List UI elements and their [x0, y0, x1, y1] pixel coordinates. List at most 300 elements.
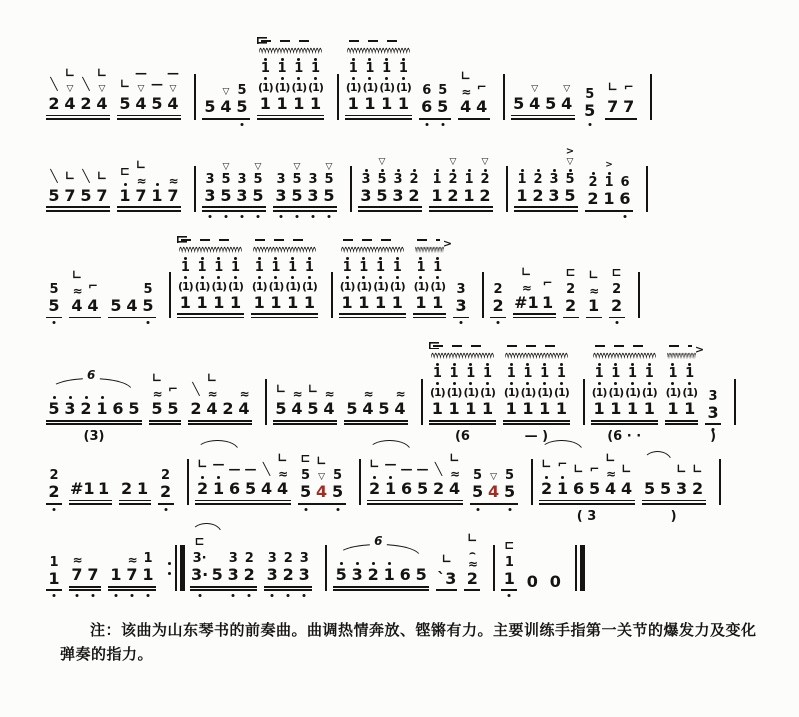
note-main: 5	[110, 295, 122, 315]
note-main: 1	[626, 399, 639, 419]
note-main: 4	[620, 479, 633, 498]
note-column	[194, 256, 211, 312]
note-group	[413, 256, 446, 312]
note-column	[381, 561, 397, 584]
ornament-mark-icon: ≈	[207, 387, 217, 402]
note-column	[435, 84, 451, 116]
note-main: 5	[151, 94, 163, 113]
octave-dot	[352, 77, 355, 80]
low-octave-dot	[615, 321, 618, 324]
ornament-mark-icon: ▽	[254, 161, 262, 172]
note-upper: 1	[517, 171, 527, 187]
measure-cell	[429, 157, 493, 212]
low-octave-dot	[271, 594, 274, 597]
tremolo-wavy-line	[505, 351, 568, 360]
note-column	[415, 463, 431, 498]
note-main: 1	[259, 94, 271, 113]
beam-line	[202, 118, 250, 120]
note-main: 1	[556, 479, 569, 498]
measure-cell	[665, 343, 705, 425]
ornament-mark-icon: ▽	[66, 84, 74, 94]
note-upper: 5	[473, 468, 483, 484]
note-column	[268, 256, 285, 312]
note-group	[609, 266, 625, 315]
note-main: 7	[135, 185, 147, 205]
note-main: 1	[588, 295, 600, 315]
barline	[169, 272, 171, 318]
beam-line	[117, 118, 181, 120]
note-upper: 3	[237, 171, 247, 187]
wavy-line-icon	[431, 351, 494, 360]
ornament-mark-icon: ▽	[318, 472, 325, 483]
accent-mark-icon: >	[565, 145, 575, 157]
note-group	[524, 573, 540, 591]
measure-cell	[119, 480, 151, 505]
barline	[359, 459, 361, 505]
note-column	[78, 395, 94, 418]
low-octave-dot	[476, 508, 479, 511]
duration-dashes	[669, 345, 692, 347]
octave-dot	[281, 77, 284, 80]
note-column	[69, 555, 85, 584]
note-middle: (1)	[641, 386, 657, 400]
octave-dot	[346, 276, 349, 279]
note-column	[280, 552, 296, 584]
note-column	[133, 67, 149, 113]
note-column	[392, 389, 408, 418]
note-main: 3	[707, 402, 719, 422]
measure-cell	[177, 239, 244, 319]
octave-dot	[436, 276, 439, 279]
note-upper: 2	[409, 171, 419, 187]
note-column	[536, 362, 553, 418]
note-upper: 1	[376, 259, 386, 275]
note-main: 2	[48, 482, 60, 502]
note-column	[344, 400, 360, 418]
note-main: 1	[97, 479, 110, 498]
barline	[503, 74, 505, 120]
note-upper: 1	[506, 366, 516, 382]
note-main: 5	[545, 94, 557, 113]
note-main: 3	[236, 185, 248, 205]
note-column	[94, 395, 110, 418]
barline	[350, 166, 352, 212]
tremolo-wavy-line	[593, 351, 656, 360]
low-octave-dot	[147, 594, 150, 597]
fingering-mark-icon: ∟	[369, 457, 380, 471]
note-upper: 2	[244, 551, 254, 567]
note-main: 2	[479, 185, 491, 205]
note-main: 3	[455, 295, 467, 315]
measure-cell	[46, 170, 110, 212]
barline	[325, 545, 327, 591]
low-octave-dot	[497, 321, 500, 324]
note-column	[234, 173, 250, 205]
slur-arc	[540, 440, 582, 451]
note-group	[591, 362, 658, 418]
note-column	[110, 400, 126, 418]
measure-cell	[501, 539, 517, 591]
low-octave-dot	[131, 594, 134, 597]
beam-line	[108, 317, 156, 319]
tremolo-wavy-line	[253, 245, 316, 254]
note-group	[665, 362, 698, 418]
fingering-mark-icon: ∟	[96, 66, 108, 80]
note-middle: (1)	[430, 386, 445, 400]
fingering-mark-icon: ∟	[607, 80, 618, 95]
note-main: 5	[48, 295, 60, 315]
note-group	[298, 452, 346, 501]
octave-dot	[385, 77, 388, 80]
note-column	[195, 458, 211, 498]
note-main: 5	[335, 565, 347, 585]
note-middle: (1)	[396, 81, 411, 94]
note-column	[290, 57, 307, 113]
note-group	[429, 157, 493, 205]
beam-line	[46, 503, 62, 505]
low-octave-dot	[508, 508, 511, 511]
measure-cell	[298, 452, 346, 504]
note-column	[78, 170, 94, 205]
note-main: 3	[307, 185, 319, 205]
note-upper: 1	[310, 61, 321, 76]
note-column	[273, 173, 289, 205]
measure-cell	[413, 236, 453, 319]
ornament-mark-icon: ≈	[168, 173, 178, 188]
note-group	[642, 463, 706, 498]
note-middle: (1)	[682, 386, 698, 400]
note-column	[177, 256, 194, 312]
fingering-mark-icon: —	[151, 77, 163, 91]
note-main: 4	[276, 479, 289, 498]
note-main: 5	[331, 482, 344, 502]
note-upper: 1	[304, 259, 314, 275]
note-middle: (1)	[178, 279, 193, 293]
note-main: 1	[142, 565, 154, 585]
low-octave-dot	[287, 594, 290, 597]
note-group	[513, 266, 556, 312]
note-main: 5	[307, 399, 319, 419]
note-main: 2	[447, 185, 459, 205]
note-main: 5	[503, 482, 516, 502]
note-upper: 1	[277, 61, 287, 76]
measure-cell	[46, 556, 62, 591]
note-main: 4	[238, 399, 250, 419]
measure-cell	[339, 239, 406, 319]
beam-line	[514, 206, 578, 208]
barline	[650, 74, 652, 120]
beam-line	[339, 317, 406, 319]
note-upper: 2	[49, 468, 59, 484]
note-upper: 5	[377, 171, 387, 187]
note-main: 1	[364, 94, 376, 113]
note-upper: 1	[348, 61, 358, 76]
note-main: 5	[119, 94, 131, 113]
note-upper: 3	[361, 171, 371, 187]
barline	[493, 545, 495, 591]
beam-line	[464, 589, 480, 591]
wavy-line-icon	[253, 245, 316, 254]
note-main: 4	[96, 94, 108, 113]
fingering-mark-icon: ⊏	[611, 264, 622, 279]
note-column	[62, 395, 78, 418]
note-main: 2	[466, 568, 478, 588]
ornament-mark-icon: ▽	[222, 87, 230, 98]
note-main: 2	[611, 295, 623, 315]
note-column	[94, 170, 110, 205]
note-group	[503, 362, 570, 418]
note-column	[94, 67, 110, 113]
measure-cell	[108, 283, 156, 318]
wavy-line-icon	[415, 245, 444, 254]
fingering-mark-icon: ∟	[64, 66, 76, 80]
measure-cell	[117, 159, 181, 212]
measure-cell	[563, 266, 579, 318]
note-column	[119, 480, 135, 498]
note-main: 4	[87, 295, 99, 315]
note-column	[530, 168, 546, 205]
tuplet-number: 6	[370, 535, 386, 547]
note-main: 5	[471, 482, 484, 502]
note-main: 2	[159, 482, 172, 502]
tremolo-wavy-line	[341, 245, 404, 254]
note-upper: 1	[288, 259, 298, 275]
note-main: 4	[64, 94, 76, 113]
note-middle: (1)	[379, 81, 395, 94]
ornament-mark-icon: ≈	[72, 283, 82, 298]
note-column	[383, 458, 399, 498]
note-middle: (1)	[480, 386, 495, 400]
beam-line	[511, 118, 575, 120]
beam-line	[511, 115, 575, 117]
note-group	[582, 88, 598, 120]
note-group	[705, 390, 721, 422]
duration-dashes	[261, 40, 318, 42]
note-upper: 2	[283, 551, 293, 567]
ornament-mark-icon: ≈	[589, 283, 599, 298]
note-main: 4	[220, 97, 232, 117]
note-middle: (1)	[308, 81, 323, 94]
note-column	[571, 463, 587, 498]
note-main: 1	[151, 185, 163, 205]
fingering-mark-icon: ∟	[467, 530, 478, 545]
note-main: 5	[643, 479, 656, 498]
note-upper: 3	[308, 171, 318, 187]
note-column	[474, 81, 490, 116]
beam-line	[69, 589, 101, 591]
duration-dashes	[349, 40, 406, 42]
note-main: 1	[229, 292, 242, 312]
note-main: 5	[291, 185, 303, 205]
note-main: 6	[400, 479, 413, 498]
note-column	[607, 362, 624, 418]
score-line-2	[46, 147, 769, 212]
fingering-mark-icon: ⌐	[589, 462, 600, 476]
measure-cell	[605, 81, 637, 119]
measure-cell	[46, 368, 142, 444]
measure-cell	[436, 553, 457, 591]
note-group	[429, 362, 496, 418]
note-main: 1	[96, 399, 108, 419]
note-main: #1	[70, 479, 95, 498]
note-main: 1	[465, 399, 477, 419]
note-column	[108, 566, 124, 584]
repeat-barline	[168, 545, 185, 591]
ornament-mark-icon: ▽	[325, 161, 333, 172]
duration-dashes	[255, 239, 312, 241]
note-column	[461, 168, 477, 205]
note-column	[585, 171, 601, 208]
note-column	[62, 170, 78, 205]
ornament-mark-icon: ≈	[278, 467, 288, 481]
note-main: 0	[549, 572, 561, 592]
note-column	[124, 555, 140, 584]
note-main: 5	[220, 185, 232, 205]
beam-line	[46, 589, 62, 591]
low-octave-dot	[425, 123, 428, 126]
note-main: 3	[360, 185, 372, 205]
note-upper: 3	[456, 281, 466, 297]
note-upper: 3	[205, 171, 215, 187]
measure-annotation: (3)	[83, 429, 105, 444]
note-column	[470, 469, 486, 501]
measure-cell	[642, 462, 706, 524]
note-middle: (1)	[446, 386, 462, 400]
note-column	[486, 472, 502, 501]
note-column	[117, 78, 133, 113]
beam-line	[195, 500, 291, 502]
note-main: 2	[532, 185, 544, 205]
note-upper: 5	[333, 468, 343, 484]
note-upper: 1	[294, 61, 304, 76]
note-main: 2	[368, 479, 381, 498]
note-group	[46, 283, 62, 315]
note-column	[46, 395, 62, 418]
slur-arc	[196, 440, 238, 451]
note-main: 1	[179, 292, 191, 312]
note-upper: 1	[432, 366, 442, 382]
low-octave-dot	[92, 594, 95, 597]
barline	[265, 379, 267, 425]
note-middle: (1)	[211, 279, 227, 293]
note-main: 6	[572, 479, 585, 498]
ornament-mark-icon: ≈	[127, 553, 137, 568]
beam-line	[188, 423, 252, 425]
note-main: 1	[503, 568, 515, 588]
barline	[719, 459, 721, 505]
note-main: 5	[128, 399, 140, 419]
octave-dot	[402, 77, 405, 80]
beam-line	[119, 500, 151, 502]
score-line-3	[46, 236, 769, 319]
note-column	[149, 182, 165, 205]
note-main: #1	[514, 292, 539, 312]
note-column	[502, 469, 518, 501]
beam-line	[202, 210, 266, 212]
note-column	[360, 389, 376, 418]
note-main: 1	[555, 399, 567, 419]
beam-line	[344, 420, 408, 422]
barline	[331, 272, 333, 318]
tremolo-wavy-line	[347, 46, 410, 55]
fingering-mark-icon: ∟	[277, 451, 288, 465]
note-main: 2	[492, 295, 504, 315]
low-octave-dot	[241, 215, 244, 218]
note-column	[243, 463, 259, 498]
note-main: 6	[112, 399, 124, 419]
note-upper: 1	[365, 61, 375, 76]
note-main: 1	[309, 94, 322, 113]
octave-dot	[234, 276, 237, 279]
beam-line	[117, 210, 181, 212]
note-upper: 1	[214, 259, 224, 275]
fingering-mark-icon: ⊏	[565, 264, 576, 279]
note-main: 1	[381, 94, 393, 113]
note-main: 1	[374, 292, 387, 312]
note-column	[250, 162, 266, 205]
note-main: 3	[275, 185, 287, 205]
note-column	[372, 256, 389, 312]
octave-dot	[598, 382, 601, 385]
note-main: 5	[151, 399, 163, 419]
note-column	[591, 362, 608, 418]
note-group	[586, 269, 602, 315]
note-middle: (1)	[362, 81, 378, 94]
note-main: 1	[397, 94, 409, 113]
measure-cell	[257, 40, 324, 120]
note-column	[96, 480, 112, 498]
note-main: 4	[362, 399, 374, 419]
note-main: 7	[96, 185, 108, 205]
note-column	[601, 160, 617, 208]
tremolo-wavy-line	[259, 46, 322, 55]
note-main: 1	[384, 479, 397, 498]
beam-line	[413, 317, 446, 319]
beam-line	[503, 423, 570, 425]
duration-dashes	[595, 345, 652, 347]
measure-cell	[202, 162, 266, 212]
note-column	[321, 389, 337, 418]
beam-line	[190, 586, 257, 588]
measure-cell	[539, 451, 635, 524]
note-column	[603, 452, 619, 498]
octave-dot	[469, 382, 472, 385]
note-group	[605, 81, 637, 116]
barline	[194, 166, 196, 212]
note-main: 5	[588, 479, 601, 498]
measure-cell	[69, 480, 112, 505]
note-main: 1	[539, 399, 551, 419]
beam-line	[202, 206, 266, 208]
beam-line	[586, 317, 602, 319]
note-column	[445, 157, 461, 205]
note-main: 1	[293, 94, 305, 113]
note-upper: 6	[422, 83, 432, 99]
measure-cell	[582, 88, 598, 120]
fingering-mark-icon: ⊏	[119, 163, 131, 178]
note-group	[46, 368, 142, 419]
note-column	[140, 283, 156, 315]
note-main: 7	[126, 565, 138, 585]
octave-dot	[264, 77, 267, 80]
note-main: 1	[593, 399, 605, 419]
note-group	[46, 556, 62, 588]
fingering-mark-icon: ╲	[82, 77, 90, 91]
note-upper: 1	[611, 366, 621, 382]
note-group	[585, 160, 633, 208]
note-middle: (1)	[291, 81, 307, 94]
note-column	[429, 362, 446, 418]
